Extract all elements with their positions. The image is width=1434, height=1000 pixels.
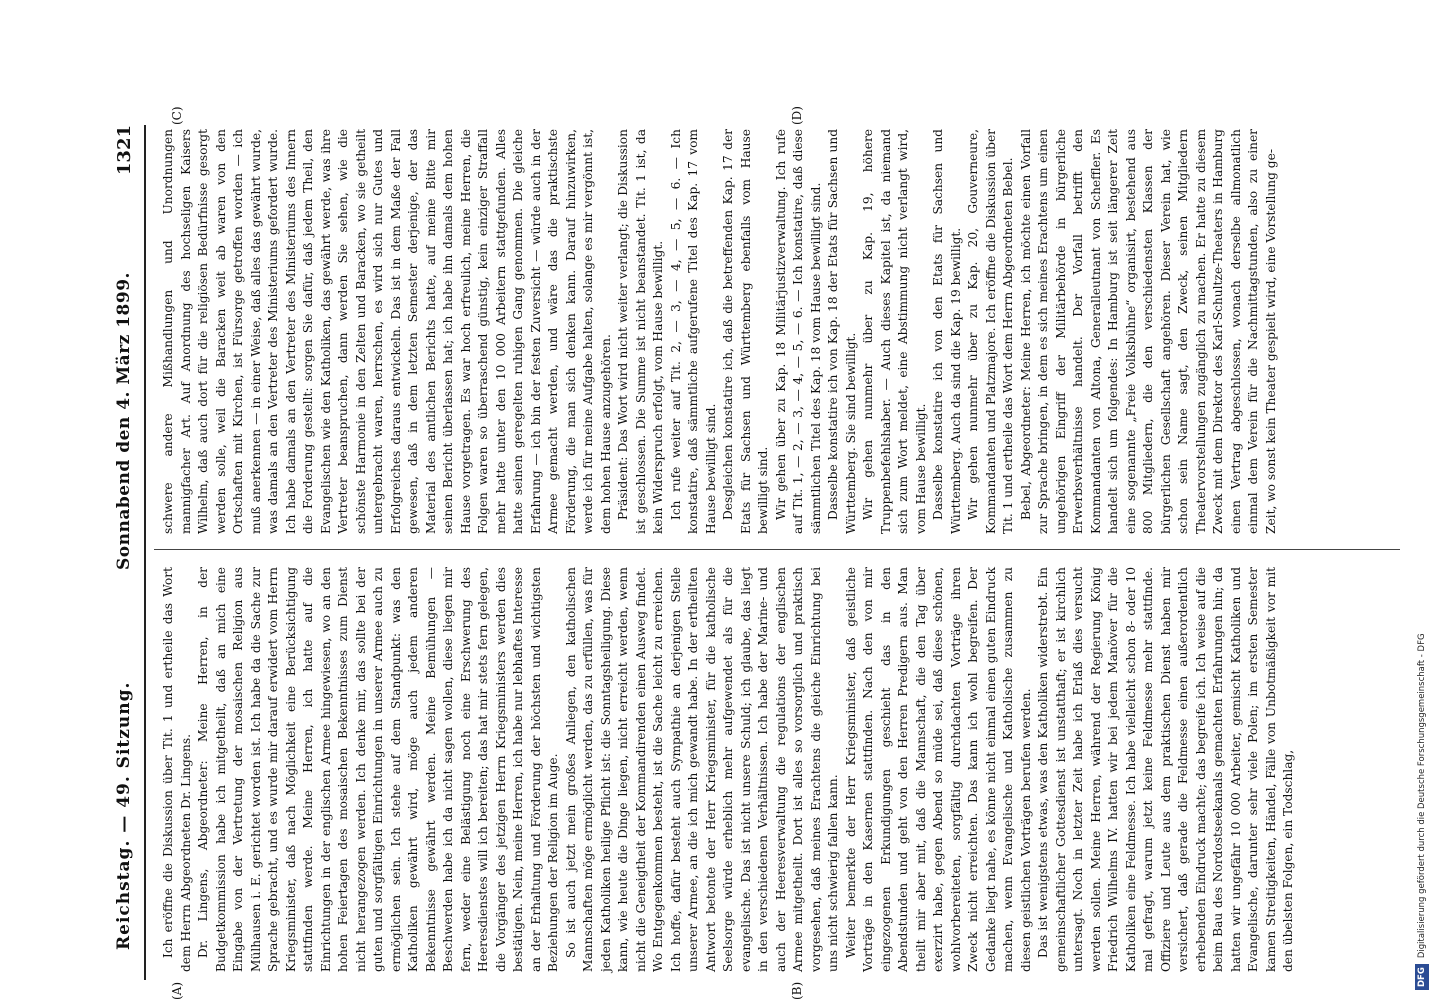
paragraph: Das ist wenigstens etwas, was den Katholiken widerstrebt. Ein gemeinschaftlicher Gottesdienst ist unstatthaft; er ist kirchlich untersagt. Noch in letzter Zeit habe ich Erlaß dies versucht werden sollen. Meine Herren, während der Regierung König Friedrich Wilhelms IV. hatten wir bei jedem Manöver für die Katholiken eine Feldmesse. Ich habe vielleicht schon 8- oder 10 mal gefragt, warum jetzt keine Feldmesse mehr stattfinde. Offiziere und Leute aus dem praktischen Dienst haben mir versichert, daß gerade die Feldmesse einen außerordentlich erhebenden Eindruck machte; das begreife ich. Ich weise auf die beim Bau des Nordostseekanals gemachten Erfahrungen hin; da hatten wir ungefähr 10 000 Arbeiter, gemischt Katholiken und Evangelische, darunter sehr viele Polen; im ersten Semester kamen Streitigkeiten, Händel, Fälle von Unbotmäßigkeit vor mit den übelsten Folgen, ein Todschlag, <box>1036 567 1295 972</box>
margin-marker-a: (A) <box>170 981 184 1000</box>
paragraph: schwere andere Mißhandlungen und Unordnungen mannigfacher Art. Auf Anordnung des hochseligen Kaisers Wilhelm, daß auch dort für die religiösen Bedürfnisse gesorgt werden solle, weil die Baracken weit ab waren von den Ortschaften mit Kirchen, ist Fürsorge getroffen worden — ich muß anerkennen — in einer Weise, daß alles das gewährt wurde, was damals an den Vertreter des Ministeriums gefordert wurde. Ich habe damals an den Vertreter des Ministeriums des Innern die Forderung gestellt: sorgen Sie dafür, daß jedem Theil, den Evangelischen wie den Katholiken, das gewährt werde, was ihre Vertreter beanspruchen, dann werden Sie sehen, wie die schönste Harmonie in den Zelten und Baracken, wo sie getheilt untergebracht waren, herrschen, es wird sich nur Gutes und Erfolgreiches daraus entwickeln. Das ist in dem Maße der Fall gewesen, daß in dem letzten Semester derjenige, der das Material des amtlichen Berichts hatte, auf meine Bitte mir seinen Bericht überlassen hat; ich habe ihn damals dem hohen Hause vorgetragen. Es war hoch erfreulich, meine Herren, die Folgen waren so überraschend günstig, kein einziger Straffall mehr hatte unter den 10 000 Arbeitern stattgefunden. Alles hatte seinen geregelten ruhigen Gang genommen. Die gleiche Erfahrung — ich bin der festen Zuversicht — würde auch in der Armee gemacht werden, und wäre das die praktischste Förderung, die man sich denken kann. Darauf hinzuwirken, werde ich für meine Aufgabe halten, solange es mir vergönnt ist, dem hohen Hause anzugehören. <box>161 129 613 534</box>
paragraph: Wir gehen über zu Kap. 18 Militärjustizverwaltung. Ich rufe auf Tit. 1, — 2, — 3, — 4, — 5, — 6. — Ich konstatire, daß diese sämmtlichen Titel des Kap. 18 vom Hause bewilligt sind. <box>773 129 823 534</box>
digitization-note <box>1412 10 1432 990</box>
paragraph: Dasselbe konstatire ich von Kap. 18 der Etats für Sachsen und Württemberg. Sie sind bewilligt. <box>826 129 858 534</box>
paragraph: Ich eröffne die Diskussion über Tit. 1 und ertheile das Wort dem Herrn Abgeordneten Dr. Lingens. <box>161 567 193 972</box>
margin-marker-b: (B) <box>790 981 804 1000</box>
paragraph: Dasselbe konstatire ich von den Etats für Sachsen und Württemberg. Auch da sind die Kap. 19 bewilligt. <box>931 129 963 534</box>
paragraph: Wir gehen nunmehr über zu Kap. 20, Gouverneure, Kommandanten und Platzmajore. Ich eröffne die Diskussion über Tit. 1 und ertheile das Wort dem Herrn Abgeordneten Bebel. <box>966 129 1015 534</box>
right-column <box>160 129 1400 534</box>
dfg-logo: DFG <box>1415 964 1429 990</box>
margin-marker-d: (D) <box>790 106 804 125</box>
paragraph: Ich rufe weiter auf Tit. 2, — 3, — 4, — 5, — 6. — Ich konstatire, daß sämmtliche aufgerufene Titel des Kap. 17 vom Hause bewilligt sind. <box>668 129 718 534</box>
sidebar-note-text: Digitalisierung gefördert durch die Deutsche Forschungsgemeinschaft - DFG <box>1417 633 1427 959</box>
margin-marker-c: (C) <box>170 106 184 125</box>
page-number: 1321 <box>114 125 135 176</box>
header-date: Sonnabend den 4. März 1899. <box>114 272 134 570</box>
rotated-page-content <box>100 105 1410 1000</box>
paragraph: Präsident: Das Wort wird nicht weiter verlangt; die Diskussion ist geschlossen. Die Summe ist nicht beanstandet. Tit. 1 ist, da kein Widerspruch erfolgt, vom Hause bewilligt. <box>616 129 665 534</box>
column-divider <box>154 549 1400 550</box>
paragraph: Bebel, Abgeordneter: Meine Herren, ich möchte einen Vorfall zur Sprache bringen, in dem es sich meines Erachtens um einen ungehörigen Eingriff der Militärbehörde in bürgerliche Erwerbsverhältnisse handelt. Der Vorfall betrifft den Kommandanten von Altona, Generalleutnant von Scheffler. Es handelt sich um folgendes: In Hamburg ist seit längerer Zeit eine sogenannte „Freie Volksbühne“ organisirt, bestehend aus 800 Mitgliedern, die den verschiedensten Klassen der bürgerlichen Gesellschaft angehören. Dieser Verein hat, wie schon sein Name sagt, den Zweck, seinen Mitgliedern Theatervorstellungen zugänglich zu machen. Er hatte zu diesem Zweck mit dem Direktor des Karl-Schultze-Theaters in Hamburg einen Vertrag abgeschlossen, wonach derselbe allmonatlich einmal dem Verein für die Nachmittagstunden, also zu einer Zeit, wo sonst kein Theater gespielt wird, eine Vorstellung ge- <box>1018 129 1278 534</box>
paragraph: Desgleichen konstatire ich, daß die betreffenden Kap. 17 der Etats für Sachsen und Württemberg ebenfalls vom Hause bewilligt sind. <box>721 129 770 534</box>
paragraph: Weiter bemerkte der Herr Kriegsminister, daß geistliche Vorträge in den Kasernen stattfinden. Nach den von mir eingezogenen Erkundigungen geschieht das in den Abendstunden und geht von den Herren Predigern aus. Man theilt mir aber mit, daß die Mannschaft, die den Tag über exerzirt habe, gegen Abend so müde sei, daß diese schönen, wohlvorbereiteten, sorgfältig durchdachten Vorträge ihren Zweck nicht erreichten. Das kann ich wohl begreifen. Der Gedanke liegt nahe, es könne nicht einmal einen guten Eindruck machen, wenn Evangelische und Katholische zusammen zu diesen geistlichen Vorträgen berufen werden. <box>843 567 1033 972</box>
page-header <box>104 125 146 980</box>
paragraph: Dr. Lingens, Abgeordneter: Meine Herren, in der Budgetkommission habe ich mitgetheilt, daß an mich eine Eingabe von der Vertretung der mosaischen Religion aus Mülhausen i. E. gerichtet worden ist. Ich habe da die Sache zur Sprache gebracht, und es wurde mir darauf erwidert vom Herrn Kriegsminister, daß nach Möglichkeit eine Berücksichtigung stattfinden werde. Meine Herren, ich hatte auf die Einrichtungen in der englischen Armee hingewiesen, wo an den hohen Feiertagen des mosaischen Bekenntnisses zum Dienst nicht herangezogen werden. Ich denke mir, das sollte bei der guten und sorgfältigen Einrichtungen in unserer Armee auch zu ermöglichen sein. Ich stehe auf dem Standpunkt: was den Katholiken gewährt wird, möge auch jedem anderen Bekenntnisse gewährt werden. Meine Bemühungen — Beschwerden habe ich da nicht sagen wollen, diese liegen mir fern, weder eine Belästigung noch eine Erschwerung des Heeresdienstes will ich bereiten; das hat mir stets fern gelegen, die Vorgänger des jetzigen Herrn Kriegsministers werden dies bestätigen. Nein, meine Herren, ich habe nur lebhaftes Interesse an der Erhaltung und Förderung der höchsten und wichtigsten Beziehungen der Religion im Auge. <box>196 567 560 972</box>
paragraph: Wir gehen nunmehr über zu Kap. 19, höhere Truppenbefehlshaber. — Auch dieses Kapitel ist, da niemand sich zum Wort meldet, eine Abstimmung nicht verlangt wird, vom Hause bewilligt. <box>861 129 928 534</box>
paragraph: So ist auch jetzt mein großes Anliegen, den katholischen Mannschaften möge ermöglicht werden, das zu erfüllen, was für jeden Katholiken heilige Pflicht ist: die Sonntagsheiligung. Diese kann, wie heute die Dinge liegen, nicht erreicht werden, wenn nicht die Geneigtheit der Kommandirenden einen Ausweg findet. Wo Entgegenkommen besteht, ist die Sache leicht zu erreichen. Ich hoffe, dafür besteht auch Sympathie an derjenigen Stelle unserer Armee, an die ich mich gewandt habe. In der ertheilten Antwort betonte der Herr Kriegsminister, für die katholische Seelsorge würde erheblich mehr aufgewendet als für die evangelische. Das ist nicht unsere Schuld; ich glaube, das liegt in den verschiedenen Verhältnissen. Ich habe der Marine- und auch der Heeresverwaltung die regulations der englischen Armee mitgetheilt. Dort ist alles so vorsorglich und praktisch vorgesehen, daß meines Erachtens die gleiche Einrichtung bei uns nicht schwierig fallen kann. <box>563 567 840 972</box>
left-column <box>160 567 1400 972</box>
header-left: Reichstag. — 49. Sitzung. <box>114 681 134 950</box>
